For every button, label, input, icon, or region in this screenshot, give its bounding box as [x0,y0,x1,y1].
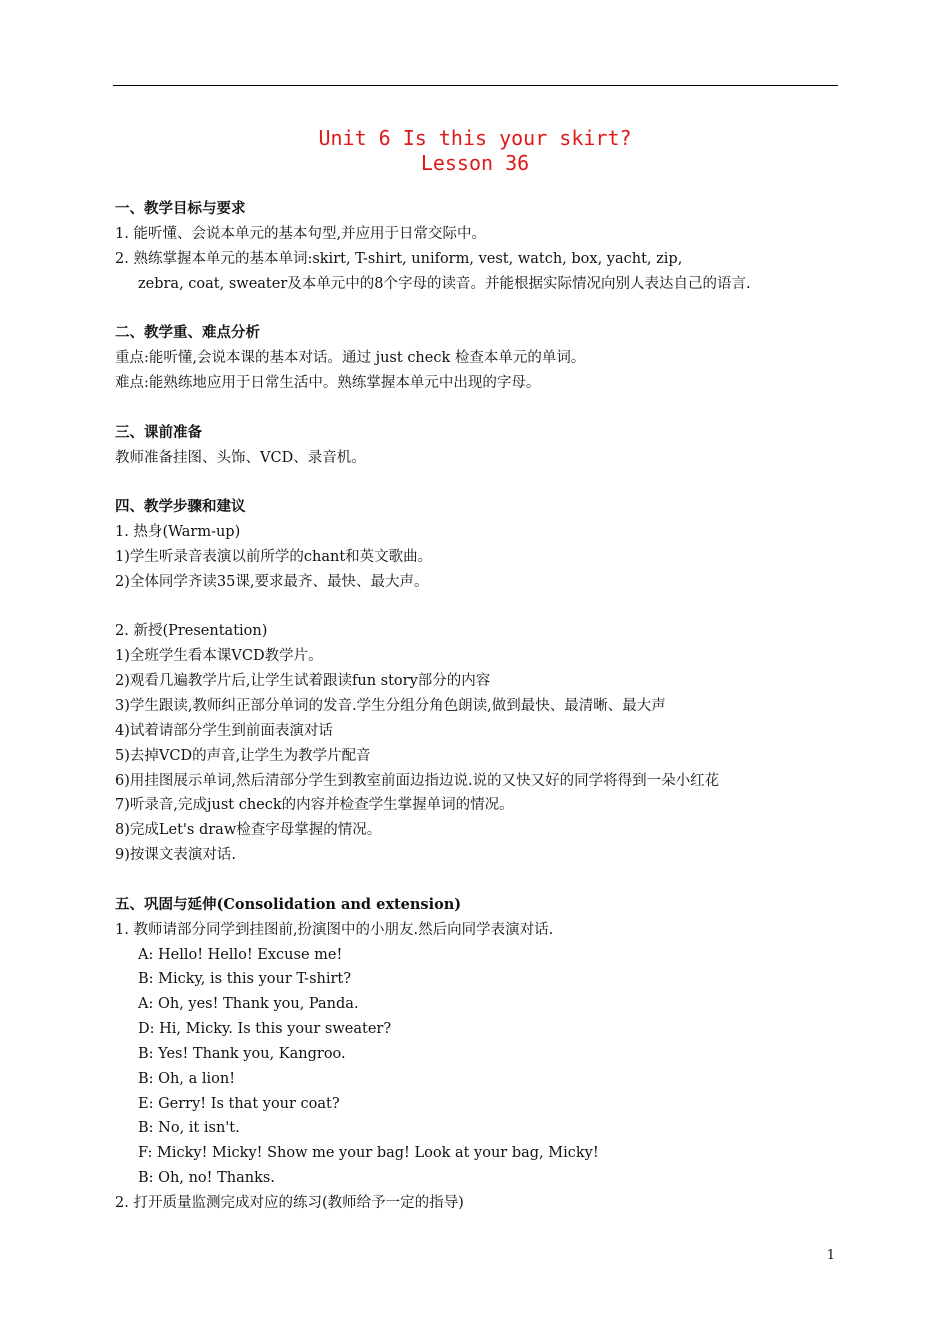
title-lesson: Lesson 36 [420,151,530,175]
body-line: B: Micky, is this your T-shirt? [138,971,352,987]
body-line: zebra, coat, sweater及本单元中的8个字母的读音。并能根据实际情况向别人表达自己的语言. [138,276,751,292]
section-heading: 二、教学重、难点分析 [115,324,260,341]
body-line: E: Gerry! Is that your coat? [138,1096,340,1112]
body-line: 8)完成Let's draw检查字母掌握的情况。 [115,822,382,838]
body-line: 2. 熟练掌握本单元的基本单词:skirt, T-shirt, uniform, vest, watch, box, yacht, zip, [115,251,683,267]
body-line: 3)学生跟读,教师纠正部分单词的发音.学生分组分角色朗读,做到最快、最清晰、最大声 [115,698,666,714]
body-line: 2)观看几遍教学片后,让学生试着跟读fun story部分的内容 [115,673,491,689]
body-line: F: Micky! Micky! Show me your bag! Look at your bag, Micky! [138,1145,599,1161]
body-line: A: Oh, yes! Thank you, Panda. [138,996,359,1012]
body-line: 1. 能听懂、会说本单元的基本句型,并应用于日常交际中。 [115,226,487,242]
body-line: B: Yes! Thank you, Kangroo. [138,1046,346,1062]
body-line: 1. 热身(Warm-up) [115,524,241,540]
body-line: 7)听录音,完成just check的内容并检查学生掌握单词的情况。 [115,797,514,813]
body-line: 重点:能听懂,会说本课的基本对话。通过 just check 检查本单元的单词。 [115,350,586,366]
page-number: 1 [826,1248,835,1263]
section-heading: 一、教学目标与要求 [115,200,246,217]
body-line: 4)试着请部分学生到前面表演对话 [115,723,333,739]
body-line: 2. 新授(Presentation) [115,623,268,639]
body-line: 6)用挂图展示单词,然后清部分学生到教室前面边指边说.说的又快又好的同学将得到一朵小红花 [115,773,720,789]
body-line: 2. 打开质量监测完成对应的练习(教师给予一定的指导) [115,1195,464,1211]
body-line: A: Hello! Hello! Excuse me! [138,947,343,963]
body-line: 5)去掉VCD的声音,让学生为教学片配音 [115,748,371,764]
body-line: 教师准备挂图、头饰、VCD、录音机。 [115,450,366,466]
body-line: 1)学生听录音表演以前所学的chant和英文歌曲。 [115,549,433,565]
body-line: B: No, it isn't. [138,1120,240,1136]
body-line: B: Oh, a lion! [138,1071,236,1087]
title-unit: Unit 6 Is this your skirt? [318,126,632,150]
body-line: 1. 教师请部分同学到挂图前,扮演图中的小朋友.然后向同学表演对话. [115,922,554,938]
body-line: D: Hi, Micky. Is this your sweater? [138,1021,392,1037]
header-rule [113,85,838,86]
body-line: 9)按课文表演对话. [115,847,236,863]
section-heading: 四、教学步骤和建议 [115,498,246,515]
section-heading: 五、巩固与延伸(Consolidation and extension) [115,896,462,913]
body-line: 1)全班学生看本课VCD教学片。 [115,648,323,664]
section-heading: 三、课前准备 [115,424,202,441]
body-line: 2)全体同学齐读35课,要求最齐、最快、最大声。 [115,574,429,590]
body-line: 难点:能熟练地应用于日常生活中。熟练掌握本单元中出现的字母。 [115,375,541,391]
body-line: B: Oh, no! Thanks. [138,1170,275,1186]
